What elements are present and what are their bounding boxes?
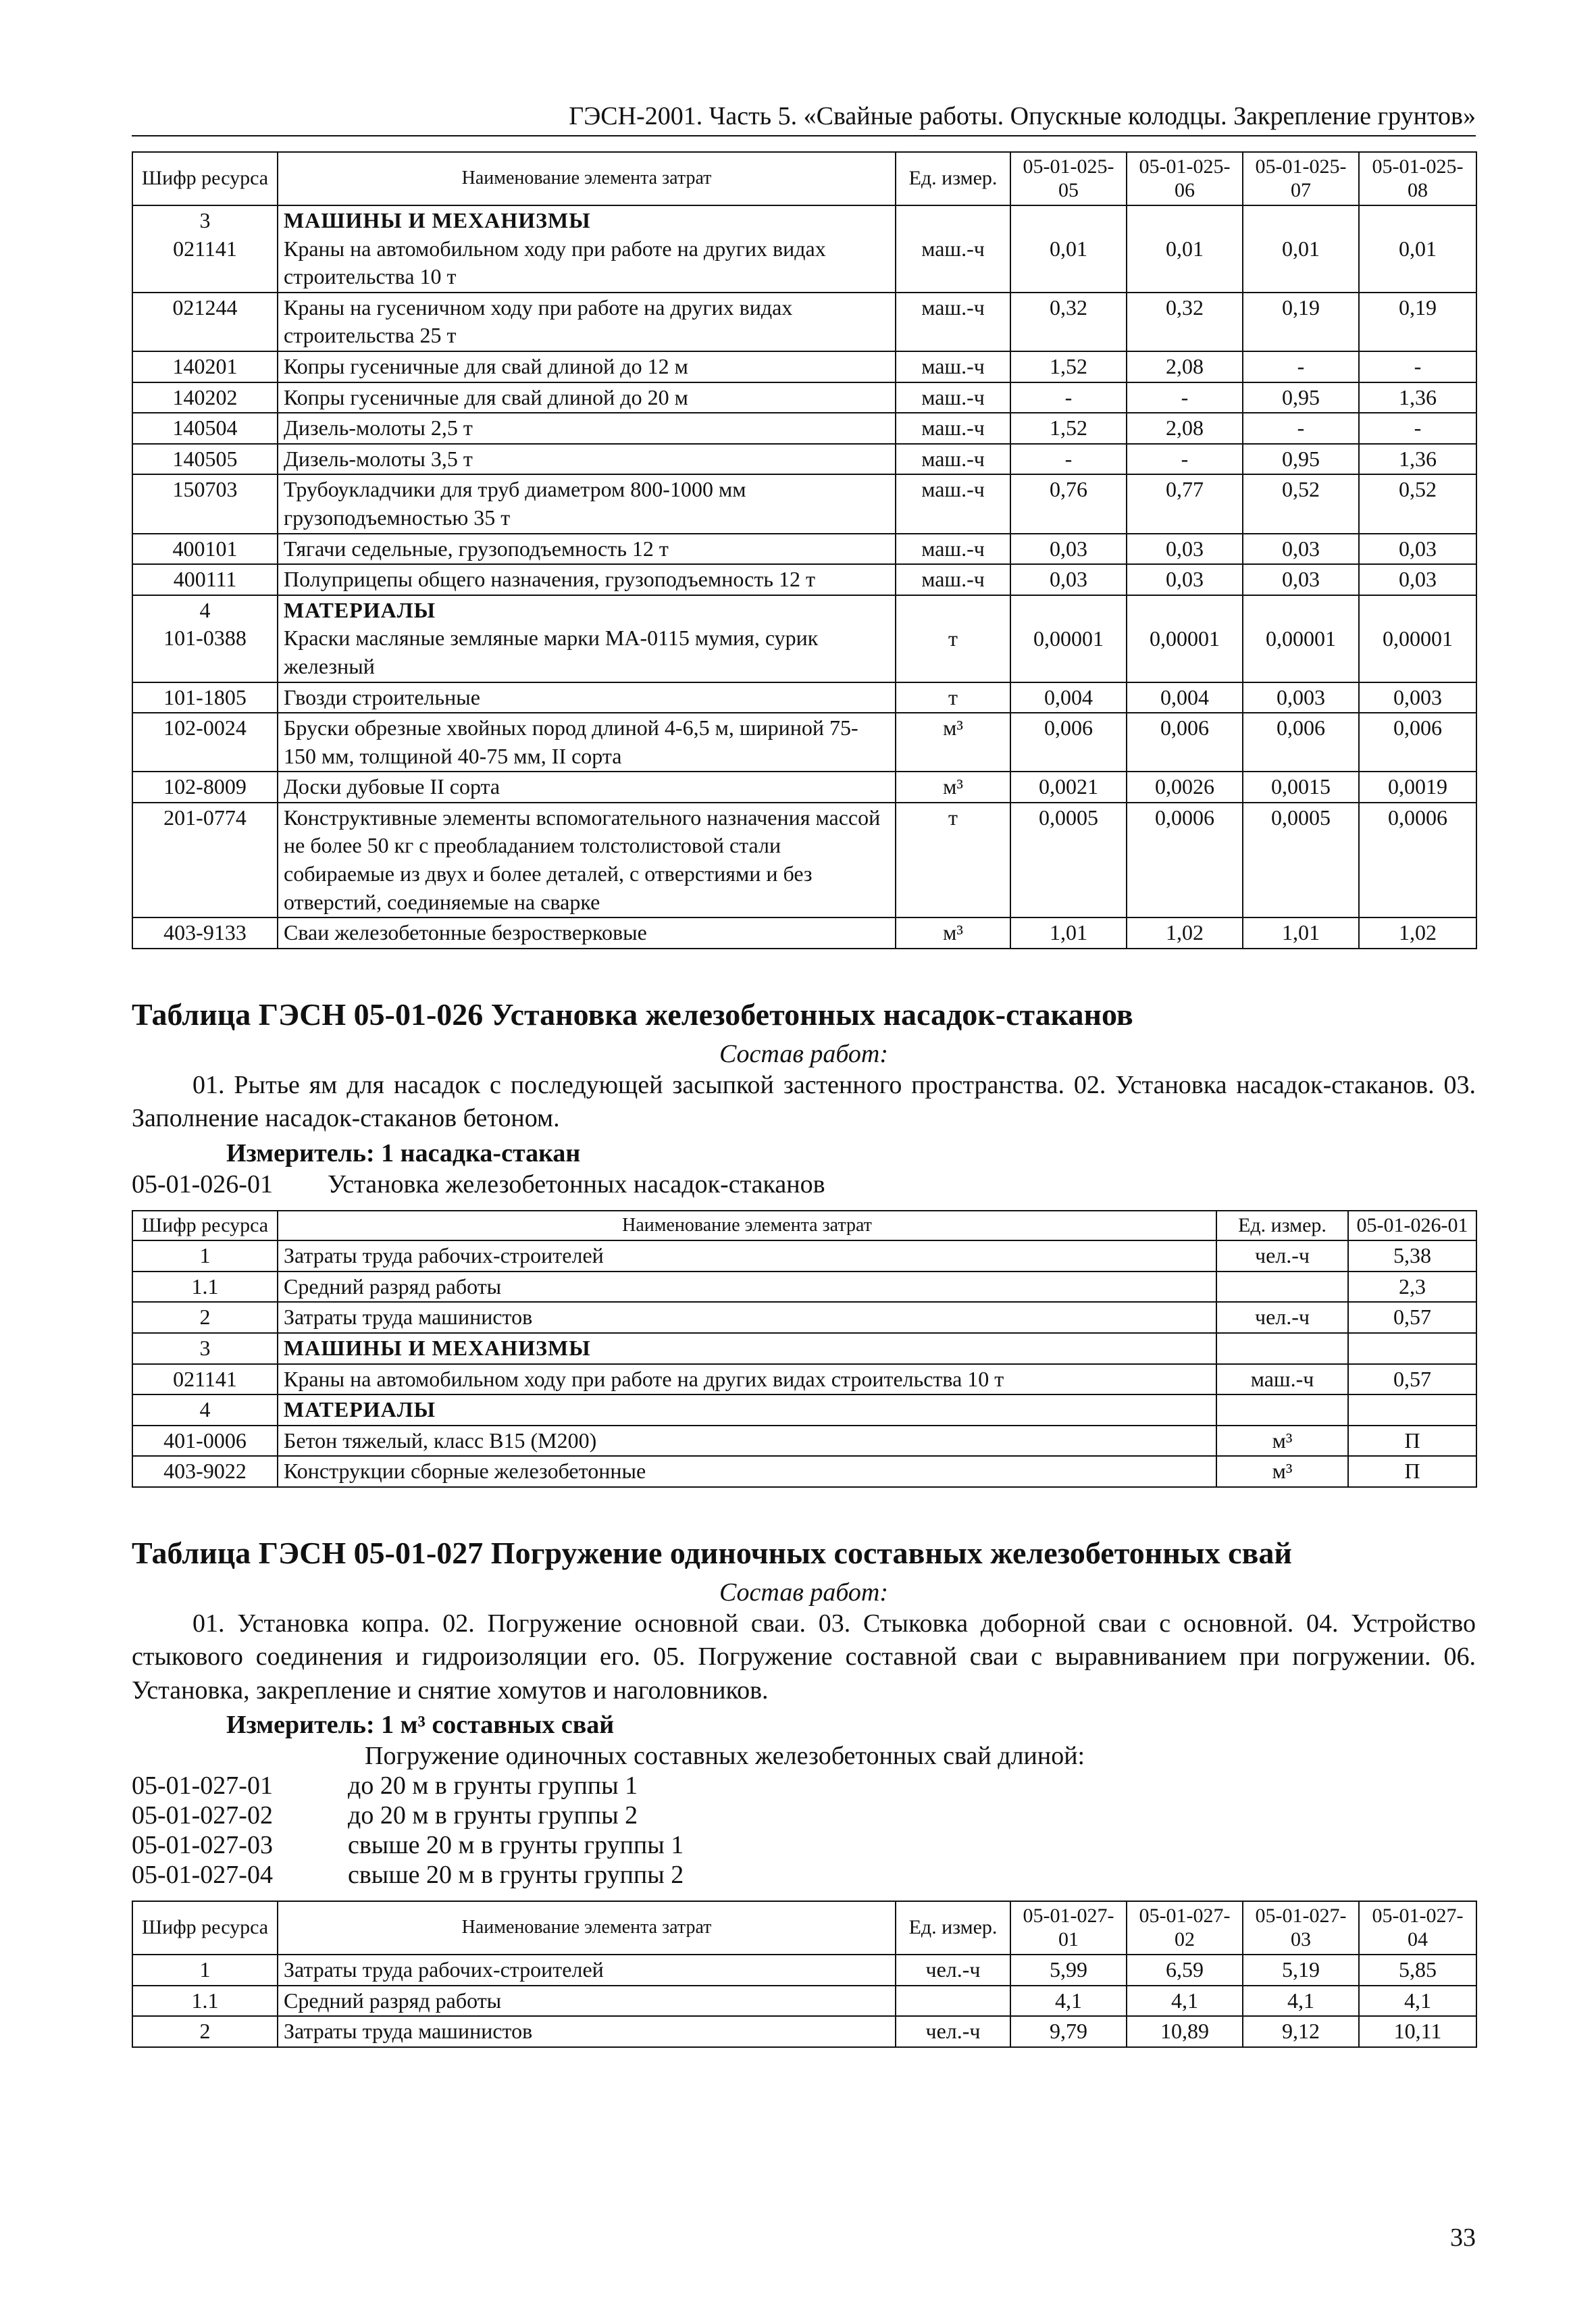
table-row xyxy=(132,2016,1476,2047)
resource-code: 101-1805 xyxy=(163,684,247,709)
variant-text: свыше 20 м в грунты группы 2 xyxy=(348,1861,684,1890)
resource-name-cell: Затраты труда машинистов xyxy=(278,2016,896,2047)
resource-name-cell xyxy=(278,534,896,565)
value-cell: 9,79 xyxy=(1010,2016,1127,2047)
resource-name: Сваи железобетонные безростверковые xyxy=(284,920,647,945)
value-cell: 1,01 xyxy=(1243,917,1359,949)
resource-table-026 xyxy=(132,1210,1477,1488)
resource-name-cell xyxy=(278,772,896,803)
document-page xyxy=(132,101,1476,2048)
value-cell: 0,003 xyxy=(1359,682,1476,713)
variants-intro: Погружение одиночных составных железобетонных свай длиной: xyxy=(365,1742,1085,1771)
value-cell: 5,85 xyxy=(1359,1955,1476,1986)
value-cell: 0,01 xyxy=(1127,205,1243,293)
header-code: Шифр ресурса xyxy=(132,1901,278,1955)
value-cell: 0,0019 xyxy=(1359,772,1476,803)
resource-code-cell xyxy=(132,351,278,382)
resource-code-cell: 1 xyxy=(132,1955,278,1986)
table-row xyxy=(132,564,1476,595)
resource-name: Дизель-молоты 3,5 т xyxy=(284,446,473,471)
value-cell: 0,01 xyxy=(1243,205,1359,293)
table-row xyxy=(132,1364,1476,1395)
unit-cell: маш.-ч xyxy=(896,382,1010,413)
resource-table-027 xyxy=(132,1901,1477,2048)
value-cell: 0,32 xyxy=(1010,293,1127,351)
resource-code: 140201 xyxy=(172,353,238,378)
value-cell: 0,00001 xyxy=(1243,595,1359,682)
header-name: Наименование элемента затрат xyxy=(278,152,896,205)
resource-name-cell: МАШИНЫ И МЕХАНИЗМЫ xyxy=(278,1333,1216,1364)
variant-line xyxy=(132,1801,1476,1830)
value-cell: - xyxy=(1010,382,1127,413)
header-col: 05-01-027-03 xyxy=(1243,1901,1359,1955)
value-cell: 0,004 xyxy=(1010,682,1127,713)
value-cell: 0,03 xyxy=(1010,534,1127,565)
unit-cell: м³ xyxy=(1216,1426,1348,1457)
value-cell: 0,03 xyxy=(1127,534,1243,565)
resource-name: Тягачи седельные, грузоподъемность 12 т xyxy=(284,536,669,561)
resource-code-cell xyxy=(132,382,278,413)
resource-code: 021141 xyxy=(173,236,237,261)
table-row xyxy=(132,803,1476,917)
value-cell: 0,006 xyxy=(1243,713,1359,772)
variant-line xyxy=(132,1830,1476,1860)
resource-code-cell: 3 xyxy=(132,1333,278,1364)
value-cell: 0,57 xyxy=(1348,1302,1476,1333)
resource-code-cell xyxy=(132,772,278,803)
header-name: Наименование элемента затрат xyxy=(278,1211,1216,1241)
header-code: Шифр ресурса xyxy=(132,1211,278,1241)
table-row xyxy=(132,1333,1476,1364)
resource-code-cell xyxy=(132,474,278,533)
resource-name-cell xyxy=(278,444,896,475)
value-cell: 1,52 xyxy=(1010,413,1127,444)
resource-name: Краны на автомобильном ходу при работе на других видах строительства 10 т xyxy=(284,236,826,289)
variant-code: 05-01-027-04 xyxy=(132,1861,273,1890)
value-cell: 1,02 xyxy=(1127,917,1243,949)
resource-name-cell xyxy=(278,293,896,351)
table-row xyxy=(132,1272,1476,1303)
unit-cell: маш.-ч xyxy=(896,564,1010,595)
unit-cell xyxy=(1216,1333,1348,1364)
resource-code: 101-0388 xyxy=(163,626,247,651)
section-number: 3 xyxy=(199,208,211,232)
unit-cell xyxy=(896,1986,1010,2017)
unit-cell: маш.-ч xyxy=(896,293,1010,351)
resource-code-cell: 021141 xyxy=(132,1364,278,1395)
resource-code: 403-9133 xyxy=(163,920,247,945)
table-row xyxy=(132,413,1476,444)
value-cell: 0,52 xyxy=(1359,474,1476,533)
resource-name: Бруски обрезные хвойных пород длиной 4-6,5 м, шириной 75-150 мм, толщиной 40-75 мм, II сорта xyxy=(284,715,858,768)
resource-code: 201-0774 xyxy=(163,805,247,830)
value-cell: 0,0015 xyxy=(1243,772,1359,803)
resource-name: Гвозди строительные xyxy=(284,684,480,709)
value-cell: 4,1 xyxy=(1243,1986,1359,2017)
variant-line xyxy=(132,1771,1476,1801)
value-cell: 1,36 xyxy=(1359,444,1476,475)
resource-code: 102-8009 xyxy=(163,774,247,799)
variant-code: 05-01-027-02 xyxy=(132,1801,273,1830)
unit-cell: т xyxy=(896,595,1010,682)
resource-name: Конструктивные элементы вспомогательного назначения массой не более 50 кг с преобладанием толстолистовой стали собираемые из двух и более деталей, с отверстиями и без отверстий, соединяемые на сварке xyxy=(284,805,881,914)
resource-name: Доски дубовые II сорта xyxy=(284,774,500,799)
header-col: 05-01-027-04 xyxy=(1359,1901,1476,1955)
value-cell: 0,32 xyxy=(1127,293,1243,351)
header-col: 05-01-025-08 xyxy=(1359,152,1476,205)
value-cell: 4,1 xyxy=(1010,1986,1127,2017)
unit-cell: м³ xyxy=(1216,1456,1348,1487)
value-cell: 1,36 xyxy=(1359,382,1476,413)
unit-cell: маш.-ч xyxy=(1216,1364,1348,1395)
resource-name-cell xyxy=(278,413,896,444)
table-row xyxy=(132,917,1476,949)
measure-unit: Измеритель: 1 насадка-стакан xyxy=(226,1138,581,1167)
resource-name-cell: Затраты труда машинистов xyxy=(278,1302,1216,1333)
value-cell: 9,12 xyxy=(1243,2016,1359,2047)
value-cell: 0,006 xyxy=(1359,713,1476,772)
table-row xyxy=(132,713,1476,772)
header-code: Шифр ресурса xyxy=(132,152,278,205)
value-cell: 0,0006 xyxy=(1127,803,1243,917)
resource-code-cell xyxy=(132,917,278,949)
table-header-row xyxy=(132,1901,1476,1955)
variant-code: 05-01-026-01 xyxy=(132,1169,273,1199)
section-title: МАШИНЫ И МЕХАНИЗМЫ xyxy=(284,208,591,232)
variant-code: 05-01-027-01 xyxy=(132,1771,273,1801)
value-cell: 0,003 xyxy=(1243,682,1359,713)
resource-name: Копры гусеничные для свай длиной до 20 м xyxy=(284,384,688,409)
variant-text: Установка железобетонных насадок-стаканов xyxy=(328,1169,825,1199)
resource-name-cell: Средний разряд работы xyxy=(278,1986,896,2017)
resource-name-cell xyxy=(278,564,896,595)
header-col: 05-01-025-07 xyxy=(1243,152,1359,205)
resource-code-cell: 2 xyxy=(132,1302,278,1333)
value-cell: 0,03 xyxy=(1243,534,1359,565)
value-cell xyxy=(1348,1394,1476,1426)
value-cell: 4,1 xyxy=(1127,1986,1243,2017)
resource-name: Копры гусеничные для свай длиной до 12 м xyxy=(284,353,688,378)
value-cell: 0,0021 xyxy=(1010,772,1127,803)
table-row xyxy=(132,1986,1476,2017)
variant-code: 05-01-027-03 xyxy=(132,1831,273,1860)
unit-cell: м³ xyxy=(896,713,1010,772)
value-cell: 10,11 xyxy=(1359,2016,1476,2047)
value-cell: 0,57 xyxy=(1348,1364,1476,1395)
section-number: 4 xyxy=(199,597,211,622)
value-cell: 0,03 xyxy=(1359,534,1476,565)
unit-cell: т xyxy=(896,682,1010,713)
unit-cell: м³ xyxy=(896,772,1010,803)
unit-cell xyxy=(1216,1272,1348,1303)
value-cell: - xyxy=(1359,413,1476,444)
table-row xyxy=(132,682,1476,713)
header-unit: Ед. измер. xyxy=(1216,1211,1348,1241)
resource-code-cell xyxy=(132,444,278,475)
resource-name-cell xyxy=(278,205,896,293)
value-cell: 0,03 xyxy=(1127,564,1243,595)
unit-cell: маш.-ч xyxy=(896,351,1010,382)
value-cell: 0,0005 xyxy=(1010,803,1127,917)
table-row xyxy=(132,1456,1476,1487)
unit-cell: маш.-ч xyxy=(896,534,1010,565)
table-row xyxy=(132,595,1476,682)
variant-text: свыше 20 м в грунты группы 1 xyxy=(348,1831,684,1860)
value-cell: 0,19 xyxy=(1359,293,1476,351)
header-col: 05-01-026-01 xyxy=(1348,1211,1476,1241)
value-cell: 4,1 xyxy=(1359,1986,1476,2017)
section-title: МАТЕРИАЛЫ xyxy=(284,597,436,622)
value-cell: 2,3 xyxy=(1348,1272,1476,1303)
value-cell: 0,006 xyxy=(1010,713,1127,772)
value-cell: 1,52 xyxy=(1010,351,1127,382)
header-col: 05-01-025-05 xyxy=(1010,152,1127,205)
table-heading-026: Таблица ГЭСН 05-01-026 Установка железобетонных насадок-стаканов xyxy=(132,997,1133,1032)
header-name: Наименование элемента затрат xyxy=(278,1901,896,1955)
resource-code-cell: 401-0006 xyxy=(132,1426,278,1457)
value-cell: 0,03 xyxy=(1243,564,1359,595)
variants-list xyxy=(132,1771,1476,1890)
value-cell: 0,0005 xyxy=(1243,803,1359,917)
value-cell: 0,03 xyxy=(1359,564,1476,595)
value-cell: 10,89 xyxy=(1127,2016,1243,2047)
table-row xyxy=(132,474,1476,533)
value-cell: 0,52 xyxy=(1243,474,1359,533)
value-cell: - xyxy=(1243,351,1359,382)
value-cell: 0,0026 xyxy=(1127,772,1243,803)
value-cell: 0,03 xyxy=(1010,564,1127,595)
value-cell: 0,004 xyxy=(1127,682,1243,713)
table-row xyxy=(132,1955,1476,1986)
resource-code: 140504 xyxy=(172,416,238,441)
variant-text: до 20 м в грунты группы 2 xyxy=(348,1801,638,1830)
resource-code-cell xyxy=(132,682,278,713)
page-number: 33 xyxy=(1450,2223,1476,2252)
header-col: 05-01-025-06 xyxy=(1127,152,1243,205)
resource-code-cell xyxy=(132,713,278,772)
value-cell: 1,02 xyxy=(1359,917,1476,949)
unit-cell: чел.-ч xyxy=(896,1955,1010,1986)
value-cell: 1,01 xyxy=(1010,917,1127,949)
table-row xyxy=(132,1426,1476,1457)
value-cell: - xyxy=(1243,413,1359,444)
value-cell: 0,01 xyxy=(1010,205,1127,293)
resource-name-cell: Бетон тяжелый, класс В15 (М200) xyxy=(278,1426,1216,1457)
value-cell: 0,00001 xyxy=(1359,595,1476,682)
resource-name-cell xyxy=(278,917,896,949)
resource-code-cell xyxy=(132,534,278,565)
resource-code: 102-0024 xyxy=(163,715,247,740)
resource-name-cell: Средний разряд работы xyxy=(278,1272,1216,1303)
unit-cell: т xyxy=(896,803,1010,917)
value-cell: 5,19 xyxy=(1243,1955,1359,1986)
variant-text: до 20 м в грунты группы 1 xyxy=(348,1771,638,1801)
unit-cell: маш.-ч xyxy=(896,474,1010,533)
unit-cell: маш.-ч xyxy=(896,444,1010,475)
value-cell: 0,95 xyxy=(1243,382,1359,413)
header-unit: Ед. измер. xyxy=(896,1901,1010,1955)
resource-code: 400111 xyxy=(173,567,237,592)
resource-name-cell xyxy=(278,474,896,533)
resource-name: Дизель-молоты 2,5 т xyxy=(284,416,473,441)
value-cell: 0,01 xyxy=(1359,205,1476,293)
resource-name-cell xyxy=(278,382,896,413)
resource-name-cell xyxy=(278,713,896,772)
unit-cell: м³ xyxy=(896,917,1010,949)
value-cell: 5,38 xyxy=(1348,1240,1476,1272)
value-cell: 0,95 xyxy=(1243,444,1359,475)
table-row xyxy=(132,1394,1476,1426)
resource-code-cell xyxy=(132,413,278,444)
resource-name-cell xyxy=(278,803,896,917)
resource-name-cell: Затраты труда рабочих-строителей xyxy=(278,1955,896,1986)
header-col: 05-01-027-02 xyxy=(1127,1901,1243,1955)
value-cell: 0,19 xyxy=(1243,293,1359,351)
resource-code-cell: 4 xyxy=(132,1394,278,1426)
resource-name-cell xyxy=(278,682,896,713)
header-unit: Ед. измер. xyxy=(896,152,1010,205)
table-row xyxy=(132,534,1476,565)
header-col: 05-01-027-01 xyxy=(1010,1901,1127,1955)
table-row xyxy=(132,293,1476,351)
table-heading-027: Таблица ГЭСН 05-01-027 Погружение одиночных составных железобетонных свай xyxy=(132,1535,1292,1570)
table-row xyxy=(132,1240,1476,1272)
resource-name: Краски масляные земляные марки МА-0115 мумия, сурик железный xyxy=(284,626,819,678)
resource-code-cell xyxy=(132,564,278,595)
resource-code-cell: 1.1 xyxy=(132,1986,278,2017)
value-cell: 0,00001 xyxy=(1010,595,1127,682)
variant-line xyxy=(132,1169,1476,1199)
resource-code: 140505 xyxy=(172,446,238,471)
resource-code-cell xyxy=(132,595,278,682)
sostav-label: Состав работ: xyxy=(719,1578,889,1607)
table-row xyxy=(132,772,1476,803)
sostav-text: 01. Установка копра. 02. Погружение основной сваи. 03. Стыковка доборной сваи с основной. 04. Устройство стыкового соединения и гидроизоляции его. 05. Погружение составной сваи с выравниванием при погружении. 06. Установка, закрепление и снятие хомутов и наголовников. xyxy=(132,1609,1476,1705)
resource-name-cell: Конструкции сборные железобетонные xyxy=(278,1456,1216,1487)
table-row xyxy=(132,444,1476,475)
unit-cell: маш.-ч xyxy=(896,413,1010,444)
resource-code: 021244 xyxy=(172,295,238,320)
value-cell: 0,77 xyxy=(1127,474,1243,533)
table-row xyxy=(132,351,1476,382)
sostav-label: Состав работ: xyxy=(719,1039,889,1068)
value-cell: 2,08 xyxy=(1127,413,1243,444)
resource-code: 140202 xyxy=(172,384,238,409)
resource-code: 400101 xyxy=(172,536,238,561)
sostav-text: 01. Рытье ям для насадок с последующей засыпкой застенного пространства. 02. Установка насадок-стаканов. 03. Заполнение насадок-стаканов бетоном. xyxy=(132,1070,1476,1133)
variant-line xyxy=(132,1860,1476,1890)
value-cell: П xyxy=(1348,1426,1476,1457)
table-row xyxy=(132,1302,1476,1333)
unit-cell: чел.-ч xyxy=(896,2016,1010,2047)
resource-name-cell: МАТЕРИАЛЫ xyxy=(278,1394,1216,1426)
value-cell: 0,00001 xyxy=(1127,595,1243,682)
unit-cell: чел.-ч xyxy=(1216,1240,1348,1272)
table-row xyxy=(132,382,1476,413)
table-row xyxy=(132,205,1476,293)
resource-name-cell: Краны на автомобильном ходу при работе на других видах строительства 10 т xyxy=(278,1364,1216,1395)
resource-code-cell: 2 xyxy=(132,2016,278,2047)
resource-code-cell xyxy=(132,293,278,351)
unit-cell xyxy=(1216,1394,1348,1426)
value-cell: 5,99 xyxy=(1010,1955,1127,1986)
value-cell: - xyxy=(1127,444,1243,475)
resource-name: Полуприцепы общего назначения, грузоподъемность 12 т xyxy=(284,567,815,592)
running-head: ГЭСН-2001. Часть 5. «Свайные работы. Опускные колодцы. Закрепление грунтов» xyxy=(132,101,1476,136)
measure-unit: Измеритель: 1 м³ составных свай xyxy=(226,1711,615,1740)
resource-name-cell xyxy=(278,595,896,682)
value-cell: 0,006 xyxy=(1127,713,1243,772)
value-cell: - xyxy=(1010,444,1127,475)
value-cell: 0,0006 xyxy=(1359,803,1476,917)
resource-table-025 xyxy=(132,151,1477,949)
unit-cell: чел.-ч xyxy=(1216,1302,1348,1333)
table-header-row xyxy=(132,1211,1476,1241)
resource-code: 150703 xyxy=(172,477,238,502)
resource-code-cell: 403-9022 xyxy=(132,1456,278,1487)
value-cell xyxy=(1348,1333,1476,1364)
resource-name: Краны на гусеничном ходу при работе на других видах строительства 25 т xyxy=(284,295,793,348)
resource-code-cell xyxy=(132,803,278,917)
value-cell: 6,59 xyxy=(1127,1955,1243,1986)
resource-name-cell: Затраты труда рабочих-строителей xyxy=(278,1240,1216,1272)
unit-cell: маш.-ч xyxy=(896,205,1010,293)
resource-code-cell: 1.1 xyxy=(132,1272,278,1303)
resource-code-cell: 1 xyxy=(132,1240,278,1272)
resource-name: Трубоукладчики для труб диаметром 800-1000 мм грузоподъемностью 35 т xyxy=(284,477,746,530)
value-cell: - xyxy=(1359,351,1476,382)
value-cell: П xyxy=(1348,1456,1476,1487)
table-header-row xyxy=(132,152,1476,205)
value-cell: - xyxy=(1127,382,1243,413)
value-cell: 0,76 xyxy=(1010,474,1127,533)
resource-code-cell xyxy=(132,205,278,293)
value-cell: 2,08 xyxy=(1127,351,1243,382)
resource-name-cell xyxy=(278,351,896,382)
